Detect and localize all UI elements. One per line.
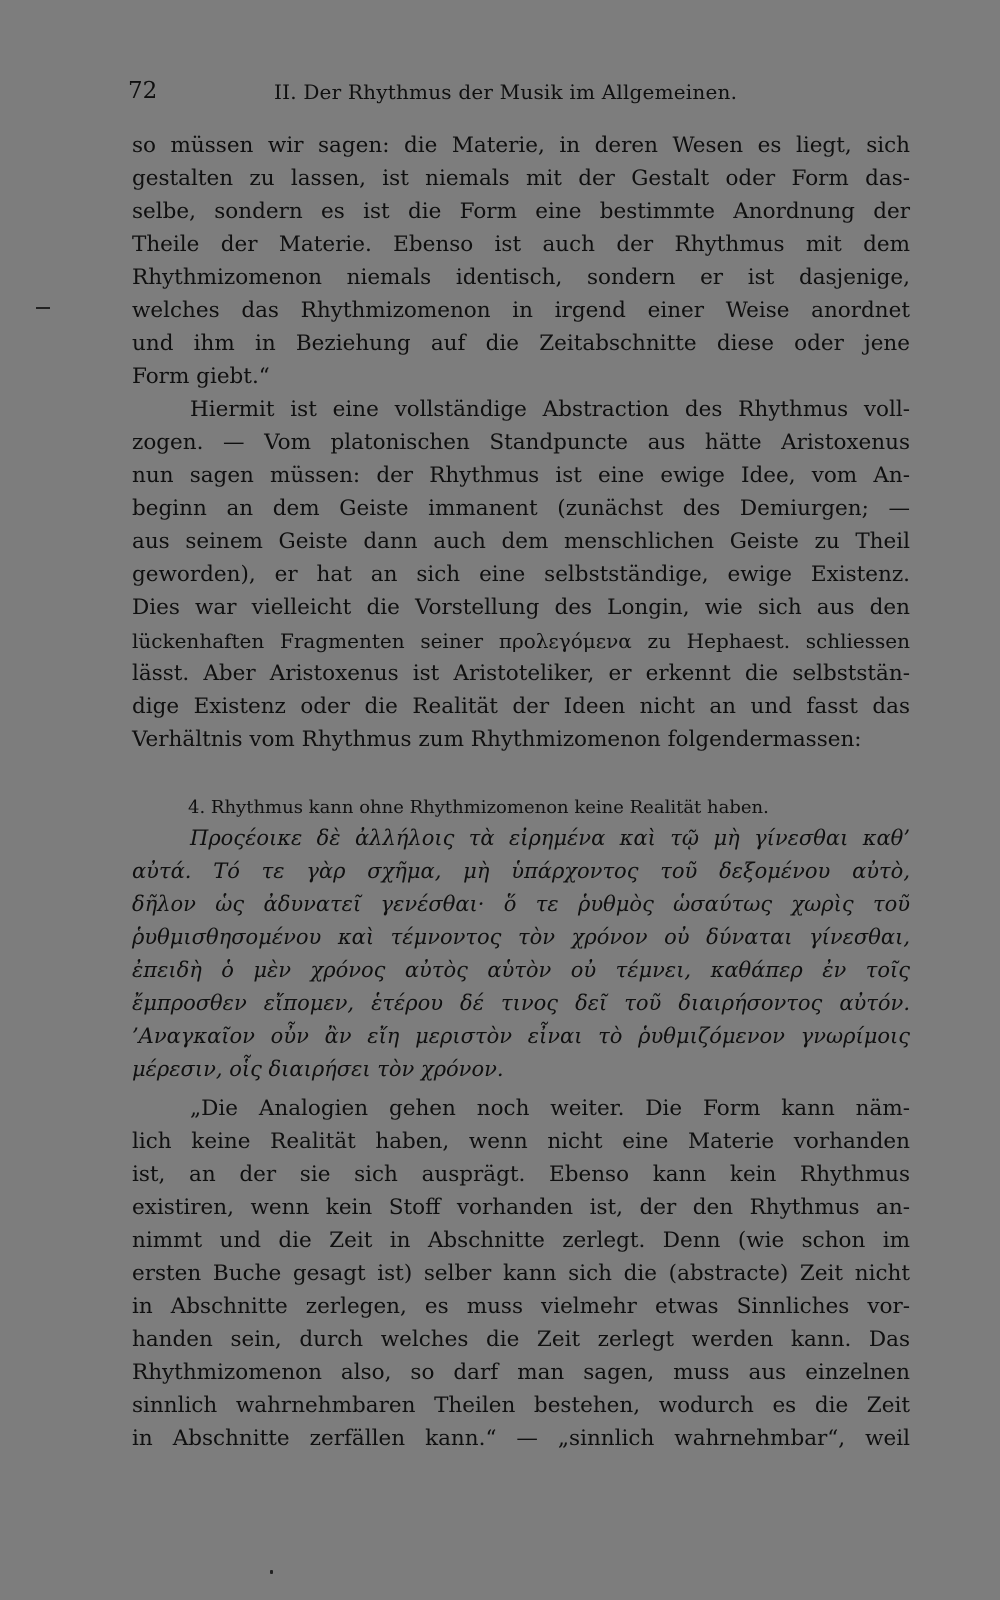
text-line: lückenhaften Fragmenten seiner προλεγόμενα zu Hephaest. schliessen	[132, 629, 910, 653]
text-line: Rhythmizomenon also, so darf man sagen, muss aus einzelnen	[132, 1360, 910, 1385]
greek-quote-line: ἔμπροσθεν εἴπομεν, ἑτέρου δέ τινος δεῖ τοῦ διαιρήσοντος αὐτόν.	[132, 991, 910, 1015]
text-line: dige Existenz oder die Realität der Ideen nicht an und fasst das	[132, 694, 910, 719]
running-head: II. Der Rhythmus der Musik im Allgemeinen.	[274, 80, 738, 104]
text-line: geworden), er hat an sich eine selbstständige, ewige Existenz.	[132, 562, 910, 587]
page-number: 72	[128, 78, 158, 104]
greek-quote-line: ῥυθμισθησομένου καὶ τέμνοντος τὸν χρόνον οὐ δύναται γίνεσθαι,	[132, 925, 910, 949]
greek-quote-line: ’Αναγκαῖον οὖν ἂν εἴη μεριστὸν εἶναι τὸ ῥυθμιζόμενον γνωρίμοις	[132, 1024, 910, 1048]
text-line: nun sagen müssen: der Rhythmus ist eine ewige Idee, vom An-	[132, 463, 910, 488]
greek-quote-line: αὐτά. Τό τε γὰρ σχῆμα, μὴ ὑπάρχοντος τοῦ δεξομένου αὐτὸ,	[132, 859, 910, 883]
text-line: gestalten zu lassen, ist niemals mit der Gestalt oder Form das-	[132, 166, 910, 191]
text-line: und ihm in Beziehung auf die Zeitabschnitte diese oder jene	[132, 331, 910, 356]
page-header	[128, 78, 908, 108]
text-line: ersten Buche gesagt ist) selber kann sich die (abstracte) Zeit nicht	[132, 1261, 910, 1286]
text-line: in Abschnitte zerlegen, es muss vielmehr etwas Sinnliches vor-	[132, 1294, 910, 1319]
text-line: „Die Analogien gehen noch weiter. Die Form kann näm-	[190, 1096, 910, 1121]
greek-quote-line: δῆλον ὡς ἀδυνατεῖ γενέσθαι· ὅ τε ῥυθμὸς ὡσαύτως χωρὶς τοῦ	[132, 892, 910, 916]
margin-mark	[36, 307, 50, 309]
text-line: lässt. Aber Aristoxenus ist Aristoteliker, er erkennt die selbststän-	[132, 661, 910, 686]
text-line: welches das Rhythmizomenon in irgend einer Weise anordnet	[132, 298, 910, 323]
text-line: lich keine Realität haben, wenn nicht eine Materie vorhanden	[132, 1129, 910, 1154]
text-line: sinnlich wahrnehmbaren Theilen bestehen, wodurch es die Zeit	[132, 1393, 910, 1418]
text-line: nimmt und die Zeit in Abschnitte zerlegt. Denn (wie schon im	[132, 1228, 910, 1253]
greek-quote-line: μέρεσιν, οἷς διαιρήσει τὸν χρόνον.	[132, 1057, 504, 1081]
text-line: Rhythmizomenon niemals identisch, sondern er ist dasjenige,	[132, 265, 910, 290]
scan-speck	[270, 1570, 273, 1574]
text-line: Dies war vielleicht die Vorstellung des Longin, wie sich aus den	[132, 595, 910, 620]
text-line: beginn an dem Geiste immanent (zunächst des Demiurgen; —	[132, 496, 910, 521]
text-line: in Abschnitte zerfällen kann.“ — „sinnlich wahrnehmbar“, weil	[132, 1426, 910, 1451]
text-line: handen sein, durch welches die Zeit zerlegt werden kann. Das	[132, 1327, 910, 1352]
text-line: Form giebt.“	[132, 364, 270, 389]
text-line: Theile der Materie. Ebenso ist auch der Rhythmus mit dem	[132, 232, 910, 257]
text-line: aus seinem Geiste dann auch dem menschlichen Geiste zu Theil	[132, 529, 910, 554]
greek-quote-line: Προςέοικε δὲ ἀλλήλοις τὰ εἰρημένα καὶ τῷ μὴ γίνεσθαι καθ’	[190, 826, 910, 850]
text-line: zogen. — Vom platonischen Standpuncte aus hätte Aristoxenus	[132, 430, 910, 455]
text-line: ist, an der sie sich ausprägt. Ebenso kann kein Rhythmus	[132, 1162, 910, 1187]
greek-quote-line: ἐπειδὴ ὁ μὲν χρόνος αὐτὸς αὑτὸν οὐ τέμνει, καθάπερ ἐν τοῖς	[132, 958, 910, 982]
text-line: selbe, sondern es ist die Form eine bestimmte Anordnung der	[132, 199, 910, 224]
text-line: existiren, wenn kein Stoff vorhanden ist, der den Rhythmus an-	[132, 1195, 910, 1220]
text-line: Verhältnis vom Rhythmus zum Rhythmizomenon folgendermassen:	[132, 727, 862, 752]
text-line: so müssen wir sagen: die Materie, in deren Wesen es liegt, sich	[132, 133, 910, 158]
section-heading: 4. Rhythmus kann ohne Rhythmizomenon keine Realität haben.	[188, 797, 769, 818]
text-line: Hiermit ist eine vollständige Abstraction des Rhythmus voll-	[190, 397, 910, 422]
